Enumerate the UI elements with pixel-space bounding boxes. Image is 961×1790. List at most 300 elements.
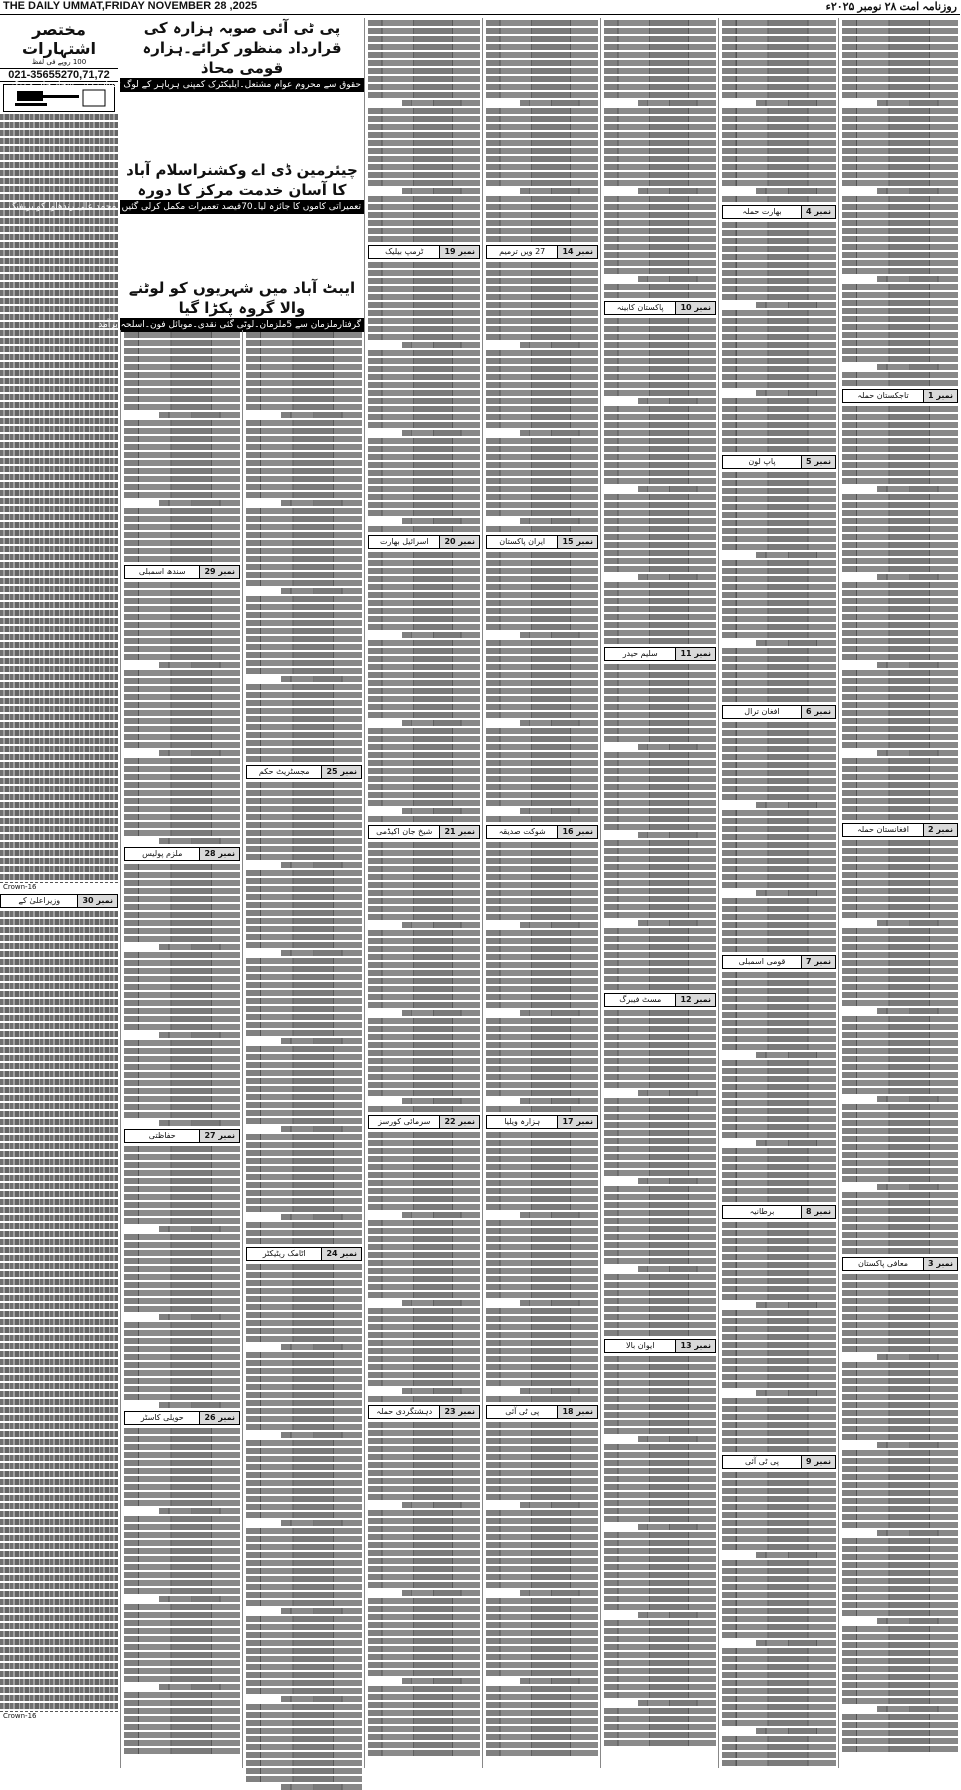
ad-listing-line: [0, 1135, 118, 1141]
article-text-line: [604, 326, 716, 332]
box-label: برطانیہ: [722, 1205, 801, 1219]
article-text-line: [604, 1242, 716, 1248]
ad-listing-line: [0, 434, 118, 440]
article-text-line: [604, 848, 716, 854]
article-text-line: [368, 526, 480, 532]
ad-listing-line: [0, 274, 118, 280]
article-text-line: [281, 1214, 362, 1220]
article-text-line: [604, 140, 716, 146]
article-text-line: [246, 1768, 362, 1774]
article-text-line: [124, 1218, 240, 1224]
article-text-line: [486, 1132, 598, 1138]
article-text-line: [842, 782, 958, 788]
article-text-line: [486, 1332, 598, 1338]
article-text-line: [124, 726, 240, 732]
article-text-line: [842, 308, 958, 314]
article-text-line: [722, 730, 836, 736]
box-head-6: [722, 705, 836, 719]
article-text-line: [604, 800, 716, 806]
box-head-1: [842, 389, 958, 403]
article-text-line: [638, 1090, 716, 1096]
article-text-line: [402, 1212, 480, 1218]
article-text-line: [638, 1436, 716, 1442]
article-text-line: [722, 1624, 836, 1630]
article-text-line: [604, 1066, 716, 1072]
ad-listing-line: [0, 338, 118, 344]
ad-listing-line: [0, 730, 118, 736]
article-text-line: [368, 1526, 480, 1532]
box-number: نمبر 1: [923, 389, 958, 403]
article-text-line: [722, 1076, 836, 1082]
article-text-line: [246, 942, 362, 948]
article-text-line: [486, 1542, 598, 1548]
article-text-line: [842, 1634, 958, 1640]
ad-listing-line: [0, 674, 118, 680]
article-text-line: [368, 1646, 480, 1652]
article-text-line: [246, 1544, 362, 1550]
article-text-line: [246, 340, 362, 346]
article-text-line: [486, 478, 598, 484]
article-text-line: [486, 1662, 598, 1668]
article-text-line: [246, 1592, 362, 1598]
article-text-line: [124, 622, 240, 628]
article-text-line: [246, 1392, 362, 1398]
article-text-line: [722, 996, 836, 1002]
article-text-line: [486, 568, 598, 574]
article-text-line: [604, 1138, 716, 1144]
ad-listing-line: [0, 1623, 118, 1629]
article-text-line: [756, 390, 836, 396]
article-text-line: [604, 1564, 716, 1570]
article-text-line: [368, 196, 480, 202]
article-text-line: [486, 914, 598, 920]
ad-listing-line: [0, 266, 118, 272]
crown-label: Crown-16: [0, 882, 118, 891]
classified-ads-rate: 100 روپے فی لفظ: [31, 58, 87, 66]
article-text-line: [722, 866, 836, 872]
article-text-line: [842, 678, 958, 684]
article-text-line: [486, 898, 598, 904]
article-text-line: [368, 1430, 480, 1436]
article-text-line: [486, 946, 598, 952]
article-text-line: [486, 1526, 598, 1532]
article-text-line: [124, 372, 240, 378]
article-text-line: [842, 462, 958, 468]
article-text-line: [486, 1260, 598, 1266]
article-text-line: [842, 164, 958, 170]
article-text-line: [722, 438, 836, 444]
ad-listing-line: [0, 218, 118, 224]
ad-listing-line: [0, 650, 118, 656]
article-text-line: [486, 1534, 598, 1540]
article-text-line: [842, 84, 958, 90]
article-text-line: [124, 806, 240, 812]
article-text-line: [722, 512, 836, 518]
article-text-line: [877, 1442, 958, 1448]
article-text-line: [402, 1590, 480, 1596]
article-text-line: [486, 196, 598, 202]
article-text-line: [246, 484, 362, 490]
article-text-line: [124, 968, 240, 974]
ad-listing-line: [0, 1447, 118, 1453]
ad-listing-line: [0, 690, 118, 696]
article-text-line: [604, 518, 716, 524]
article-text-line: [842, 1682, 958, 1688]
article-text-line: [722, 496, 836, 502]
article-text-line: [722, 1020, 836, 1026]
article-text-line: [486, 350, 598, 356]
ad-listing-line: [0, 1567, 118, 1573]
article-text-line: [368, 1018, 480, 1024]
article-text-line: [486, 882, 598, 888]
article-text-line: [722, 1632, 836, 1638]
article-text-line: [604, 1540, 716, 1546]
article-text-line: [368, 236, 480, 242]
article-text-line: [124, 920, 240, 926]
box-head-2: [842, 823, 958, 837]
article-text-line: [124, 1024, 240, 1030]
article-text-line: [486, 696, 598, 702]
article-text-line: [486, 398, 598, 404]
article-text-line: [124, 782, 240, 788]
article-text-line: [520, 100, 598, 106]
article-text-line: [368, 68, 480, 74]
article-text-line: [124, 1298, 240, 1304]
article-text-line: [842, 244, 958, 250]
article-text-line: [604, 220, 716, 226]
article-text-line: [368, 382, 480, 388]
ad-listing-line: [0, 1311, 118, 1317]
article-text-line: [124, 1346, 240, 1352]
article-text-line: [486, 1518, 598, 1524]
article-text-line: [722, 1060, 836, 1066]
article-text-line: [722, 1536, 836, 1542]
article-text-line: [604, 752, 716, 758]
article-text-line: [722, 1576, 836, 1582]
ad-listing-line: [0, 983, 118, 989]
article-text-line: [842, 1642, 958, 1648]
article-text-line: [638, 1700, 716, 1706]
article-text-line: [246, 1046, 362, 1052]
article-text-line: [368, 1220, 480, 1226]
article-text-line: [604, 1380, 716, 1386]
article-text-line: [368, 1694, 480, 1700]
article-text-line: [246, 1736, 362, 1742]
article-text-line: [368, 1340, 480, 1346]
article-text-line: [842, 702, 958, 708]
article-text-line: [486, 132, 598, 138]
article-text-line: [246, 790, 362, 796]
article-text-line: [842, 1032, 958, 1038]
article-text-line: [159, 1120, 240, 1126]
article-text-line: [842, 936, 958, 942]
article-text-line: [486, 140, 598, 146]
article-text-line: [604, 1250, 716, 1256]
article-text-line: [638, 100, 716, 106]
article-text-line: [246, 388, 362, 394]
article-text-line: [722, 1608, 836, 1614]
article-text-line: [246, 620, 362, 626]
article-text-line: [722, 1156, 836, 1162]
article-text-line: [486, 1236, 598, 1242]
ad-listing-line: [0, 1111, 118, 1117]
article-text-line: [842, 1128, 958, 1134]
article-text-line: [124, 1548, 240, 1554]
article-text-line: [722, 688, 836, 694]
article-text-line: [368, 228, 480, 234]
ad-listing-line: [0, 1407, 118, 1413]
article-text-line: [124, 1242, 240, 1248]
article-text-line: [246, 1158, 362, 1164]
article-text-line: [604, 976, 716, 982]
box-label: شیخ جان اکیڈمی: [368, 825, 439, 839]
article-text-line: [486, 1164, 598, 1170]
article-text-line: [842, 710, 958, 716]
ad-listing-line: [0, 1391, 118, 1397]
article-text-line: [842, 1056, 958, 1062]
box-number: نمبر 17: [557, 1115, 598, 1129]
article-text-line: [246, 854, 362, 860]
box-number: نمبر 24: [321, 1247, 362, 1261]
box-label: بھارت حملہ: [722, 205, 801, 219]
article-text-line: [842, 220, 958, 226]
article-text-line: [486, 1654, 598, 1660]
article-text-line: [368, 92, 480, 98]
article-text-line: [486, 1686, 598, 1692]
article-text-line: [486, 938, 598, 944]
box-head-23: [368, 1405, 480, 1419]
article-text-line: [842, 140, 958, 146]
article-text-line: [486, 156, 598, 162]
article-text-line: [604, 1420, 716, 1426]
article-text-line: [842, 790, 958, 796]
article-text-line: [486, 1670, 598, 1676]
article-text-line: [486, 374, 598, 380]
article-text-line: [246, 1472, 362, 1478]
article-text-line: [159, 412, 240, 418]
article-text-line: [486, 962, 598, 968]
article-text-line: [246, 1174, 362, 1180]
article-text-line: [124, 420, 240, 426]
article-text-line: [124, 984, 240, 990]
article-text-line: [368, 816, 480, 822]
article-text-line: [604, 1532, 716, 1538]
article-text-line: [604, 84, 716, 90]
article-text-line: [756, 1640, 836, 1646]
article-text-line: [124, 1378, 240, 1384]
article-text-line: [402, 808, 480, 814]
article-text-line: [368, 1470, 480, 1476]
article-text-line: [604, 1210, 716, 1216]
article-text-line: [246, 814, 362, 820]
article-text-line: [722, 528, 836, 534]
article-text-line: [604, 936, 716, 942]
article-text-line: [124, 1452, 240, 1458]
ad-listing-line: [0, 122, 118, 128]
article-text-line: [368, 270, 480, 276]
ad-listing-line: [0, 1535, 118, 1541]
article-text-line: [368, 608, 480, 614]
article-text-line: [604, 260, 716, 266]
article-text-line: [842, 1402, 958, 1408]
article-text-line: [124, 1170, 240, 1176]
article-text-line: [842, 44, 958, 50]
article-text-line: [124, 912, 240, 918]
article-text-line: [124, 1532, 240, 1538]
article-text-line: [124, 1708, 240, 1714]
article-text-line: [486, 278, 598, 284]
article-text-line: [124, 1210, 240, 1216]
classified-ads-title: مختصر اشتہارات: [22, 20, 96, 58]
article-text-line: [368, 592, 480, 598]
article-text-line: [124, 590, 240, 596]
ad-listing-line: [0, 1055, 118, 1061]
article-text-line: [520, 1010, 598, 1016]
article-text-line: [368, 350, 480, 356]
article-text-line: [486, 164, 598, 170]
article-text-line: [722, 504, 836, 510]
article-text-line: [368, 148, 480, 154]
article-text-line: [486, 1646, 598, 1652]
article-text-line: [368, 954, 480, 960]
article-text-line: [246, 1182, 362, 1188]
ad-listing-line: [0, 1287, 118, 1293]
article-text-line: [124, 1620, 240, 1626]
article-text-line: [722, 1254, 836, 1260]
headline-abbottabad: [98, 278, 364, 332]
article-text-line: [486, 704, 598, 710]
article-text-line: [842, 1216, 958, 1222]
article-text-line: [604, 382, 716, 388]
box-label: سرمائی کورسز: [368, 1115, 439, 1129]
article-text-line: [486, 294, 598, 300]
article-text-line: [159, 944, 240, 950]
article-text-line: [877, 1706, 958, 1712]
ad-listing-line: [0, 1487, 118, 1493]
article-text-line: [756, 640, 836, 646]
article-text-line: [722, 778, 836, 784]
article-text-line: [368, 1686, 480, 1692]
article-text-line: [124, 1644, 240, 1650]
box-head-28: [124, 847, 240, 861]
article-text-line: [486, 640, 598, 646]
article-text-line: [368, 1702, 480, 1708]
article-text-line: [520, 1590, 598, 1596]
article-text-line: [842, 606, 958, 612]
article-text-line: [124, 1716, 240, 1722]
article-text-line: [604, 470, 716, 476]
article-text-line: [722, 1238, 836, 1244]
article-text-line: [124, 928, 240, 934]
article-text-line: [246, 492, 362, 498]
article-text-line: [246, 1022, 362, 1028]
article-text-line: [842, 1200, 958, 1206]
article-text-line: [246, 902, 362, 908]
article-text-line: [124, 638, 240, 644]
article-text-line: [124, 1338, 240, 1344]
article-text-line: [486, 768, 598, 774]
ad-listing-line: [0, 1583, 118, 1589]
article-text-line: [722, 262, 836, 268]
article-text-line: [722, 906, 836, 912]
article-text-line: [722, 270, 836, 276]
article-text-line: [604, 422, 716, 428]
article-text-line: [604, 1234, 716, 1240]
box-label: ایوان بالا: [604, 1339, 675, 1353]
article-text-line: [722, 568, 836, 574]
article-text-line: [604, 268, 716, 274]
article-text-line: [722, 1342, 836, 1348]
ad-listing-line: [0, 802, 118, 808]
article-text-line: [246, 830, 362, 836]
article-text-line: [486, 858, 598, 864]
article-text-line: [722, 398, 836, 404]
article-text-line: [246, 644, 362, 650]
article-text-line: [604, 768, 716, 774]
article-text-line: [246, 364, 362, 370]
article-text-line: [638, 920, 716, 926]
article-text-line: [722, 1350, 836, 1356]
article-text-line: [604, 1452, 716, 1458]
article-text-line: [486, 470, 598, 476]
article-text-line: [604, 430, 716, 436]
ad-listing-line: [0, 386, 118, 392]
article-text-line: [842, 806, 958, 812]
article-text-line: [124, 476, 240, 482]
article-text-line: [638, 1612, 716, 1618]
article-text-line: [124, 1588, 240, 1594]
ad-listing-line: [0, 698, 118, 704]
box-number: نمبر 4: [801, 205, 836, 219]
article-text-line: [246, 516, 362, 522]
article-text-line: [604, 438, 716, 444]
article-text-line: [486, 84, 598, 90]
article-text-line: [246, 1062, 362, 1068]
article-text-line: [124, 1322, 240, 1328]
article-text-line: [842, 92, 958, 98]
box-number: نمبر 22: [439, 1115, 480, 1129]
article-text-line: [486, 92, 598, 98]
article-text-line: [486, 486, 598, 492]
article-text-line: [486, 1558, 598, 1564]
article-text-line: [124, 686, 240, 692]
ad-listing-line: [0, 1215, 118, 1221]
article-text-line: [722, 1318, 836, 1324]
article-text-line: [604, 1620, 716, 1626]
article-text-line: [756, 1140, 836, 1146]
article-text-line: [246, 998, 362, 1004]
article-text-line: [124, 960, 240, 966]
article-text-line: [842, 1450, 958, 1456]
ad-listing-line: [0, 602, 118, 608]
article-text-line: [842, 380, 958, 386]
ad-listing-line: [0, 186, 118, 192]
article-text-line: [722, 1326, 836, 1332]
article-text-line: [246, 918, 362, 924]
article-text-line: [604, 856, 716, 862]
article-text-line: [842, 1690, 958, 1696]
article-text-line: [520, 1300, 598, 1306]
article-text-line: [486, 1726, 598, 1732]
article-text-line: [486, 1622, 598, 1628]
article-text-line: [124, 1676, 240, 1682]
ad-listing-line: [0, 570, 118, 576]
article-text-line: [368, 172, 480, 178]
article-text-line: [246, 444, 362, 450]
article-text-line: [246, 1448, 362, 1454]
article-text-line: [402, 1678, 480, 1684]
ad-listing-line: [0, 618, 118, 624]
